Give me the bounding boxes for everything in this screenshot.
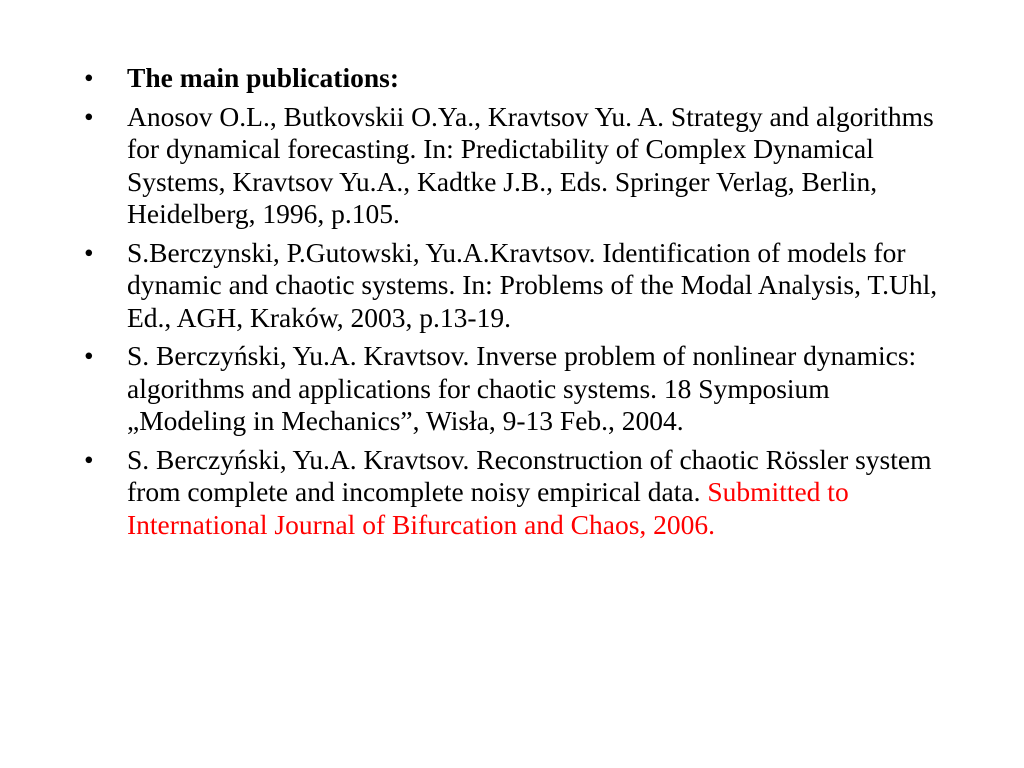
bullet-icon: •: [84, 236, 94, 268]
bullet-icon: •: [84, 62, 94, 93]
bullet-icon: •: [84, 340, 94, 371]
publication-item: [84, 237, 944, 335]
bullet-icon: •: [84, 443, 94, 475]
heading-text: The main publications:: [127, 62, 400, 93]
bullet-icon: •: [84, 100, 94, 132]
publication-text: S. Berczyński, Yu.A. Kravtsov. Reconstruction of chaotic Rössler system from complete and incomplete noisy empirical data.: [127, 443, 932, 507]
publication-text: Anosov O.L., Butkovskii O.Ya., Kravtsov Yu. A. Strategy and algorithms for dynamical forecasting. In: Predictability of Complex Dynamical Systems, Kravtsov Yu.A., Kadtke J.B., Eds. Springer Verlag, Berlin, Heidelberg, 1996, p.105.: [127, 100, 934, 229]
publication-text: S. Berczyński, Yu.A. Kravtsov. Inverse problem of nonlinear dynamics: algorithms and applications for chaotic systems. 18 Symposium „Modeling in Mechanics”, Wisła, 9-13 Feb., 2004.: [127, 340, 917, 436]
submission-note: Submitted to International Journal of Bifurcation and Chaos, 2006.: [127, 476, 849, 540]
publication-item: [84, 101, 944, 231]
publication-text: S.Berczynski, P.Gutowski, Yu.A.Kravtsov. Identification of models for dynamic and chaotic systems. In: Problems of the Modal Analysis, T.Uhl, Ed., AGH, Kraków, 2003, p.13-19.: [127, 236, 938, 333]
publication-list: [84, 62, 944, 547]
publication-item: [84, 444, 944, 542]
heading-item: [84, 62, 944, 95]
publication-item: [84, 340, 944, 438]
